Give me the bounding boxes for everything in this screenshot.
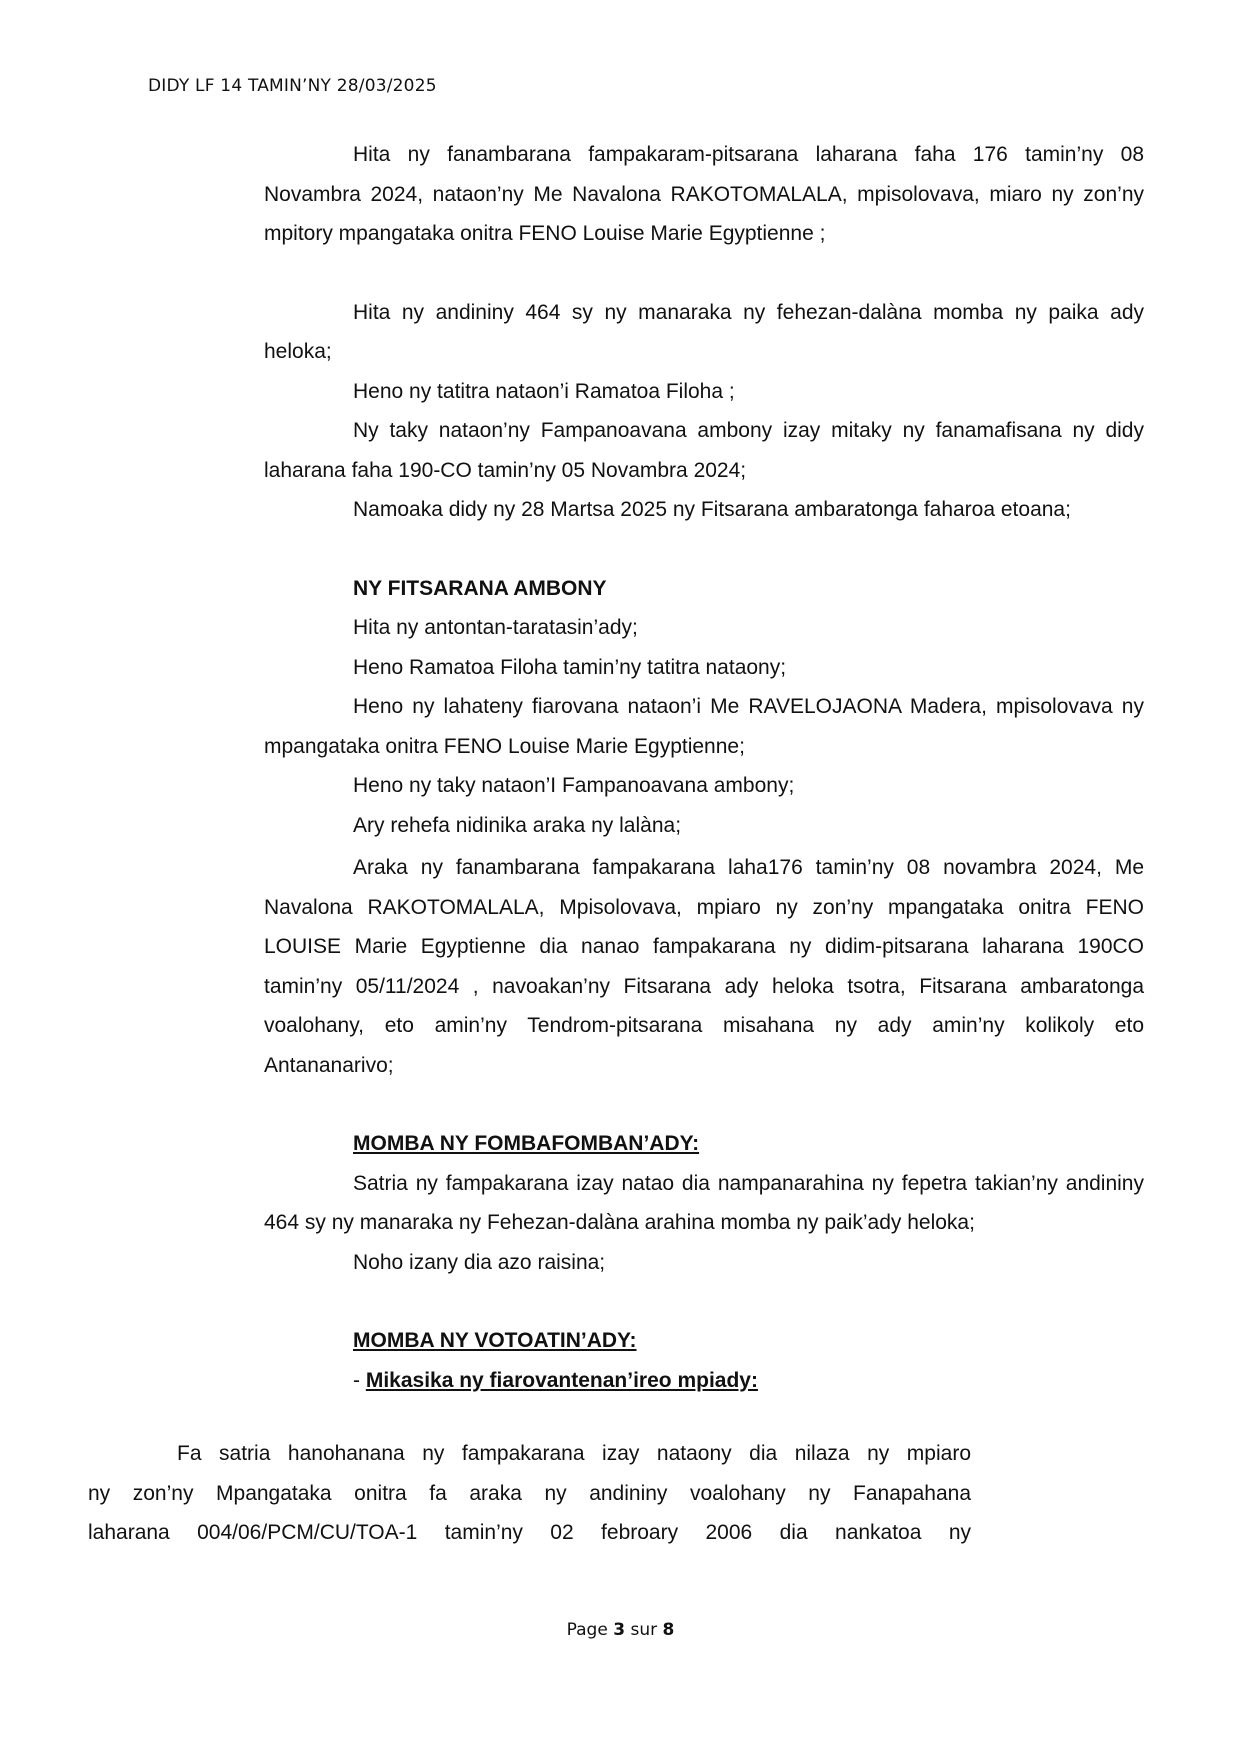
paragraph-appeal-declaration: Hita ny fanambarana fampakaram-pitsarana laharana faha 176 tamin’ny 08 Novambra 2024, nataon’ny Me Navalona RAKOTOMALALA, mpisolovava, miaro ny zon’ny mpitory mpangataka onitra FENO Louise Marie Egyptienne ; [264, 143, 1144, 245]
wide-line: Fa satria hanohanana ny fampakarana izay nataony dia nilaza ny mpiaro [177, 1442, 971, 1465]
heading-merits: MOMBA NY VOTOATIN’ADY: [353, 1329, 637, 1352]
wide-line: laharana 004/06/PCM/CU/TOA-1 tamin’ny 02 febroary 2006 dia nankatoa ny [88, 1521, 971, 1544]
document-header: DIDY LF 14 TAMIN’NY 28/03/2025 [148, 76, 437, 96]
subheading-defense [264, 1361, 1144, 1401]
paragraph-procedure-compliance: Satria ny fampakarana izay natao dia nampanarahina ny fepetra takian’ny andininy 464 sy ny manaraka ny Fehezan-dalàna arahina momba ny paik’ady heloka; [264, 1171, 1144, 1234]
page-current: 3 [613, 1620, 626, 1640]
paragraph-defense-speech: Heno ny lahateny fiarovana nataon’i Me RAVELOJAONA Madera, mpisolovava ny mpangataka onitra FENO Louise Marie Egyptienne; [264, 695, 1144, 758]
paragraph-case-file: Hita ny antontan-taratasin’ady; [353, 616, 638, 639]
heading-court: NY FITSARANA AMBONY [353, 576, 607, 600]
subheading-dash: - [353, 1368, 366, 1392]
paragraph-president-heard: Heno Ramatoa Filoha tamin’ny tatitra nataony; [353, 655, 787, 679]
wide-text-block [88, 1434, 971, 1553]
main-text-block [264, 135, 1144, 1400]
paragraph-report-heard: Heno ny tatitra nataon’i Ramatoa Filoha ; [353, 379, 735, 403]
paragraph-decision-date: Namoaka didy ny 28 Martsa 2025 ny Fitsarana ambaratonga faharoa etoana; [353, 498, 1071, 521]
subheading-defense-text: Mikasika ny fiarovantenan’ireo mpiady: [365, 1368, 758, 1392]
page-label: Page [566, 1620, 614, 1640]
paragraph-prosecution-request: Ny taky nataon’ny Fampanoavana ambony izay mitaky ny fanamafisana ny didy laharana faha 190-CO tamin’ny 05 Novambra 2024; [264, 419, 1144, 482]
paragraph-article-464: Hita ny andininy 464 sy ny manaraka ny fehezan-dalàna momba ny paika ady heloka; [264, 300, 1144, 363]
paragraph-admissible: Noho izany dia azo raisina; [353, 1250, 606, 1274]
wide-line: ny zon’ny Mpangataka onitra fa araka ny andininy voalohany ny Fanapahana [88, 1481, 971, 1505]
paragraph-deliberation: Ary rehefa nidinika araka ny lalàna; [353, 813, 682, 837]
paragraph-prosecution-heard: Heno ny taky nataon’I Fampanoavana ambony; [353, 774, 795, 797]
page-total: 8 [662, 1620, 675, 1640]
page-footer [0, 1620, 1241, 1640]
paragraph-appeal-summary: Araka ny fanambarana fampakarana laha176 tamin’ny 08 novambra 2024, Me Navalona RAKOTOMALALA, Mpisolovava, mpiaro ny zon’ny mpangataka onitra FENO LOUISE Marie Egyptienne dia nanao fampakarana ny didim-pitsarana laharana 190CO tamin’ny 05/11/2024 , navoakan’ny Fitsarana ady heloka tsotra, Fitsarana ambaratonga voalohany, eto amin’ny Tendrom-pitsarana misahana ny ady amin’ny kolikoly eto Antananarivo; [264, 856, 1144, 1077]
page-sur: sur [625, 1620, 663, 1640]
heading-procedure: MOMBA NY FOMBAFOMBAN’ADY: [353, 1132, 700, 1155]
